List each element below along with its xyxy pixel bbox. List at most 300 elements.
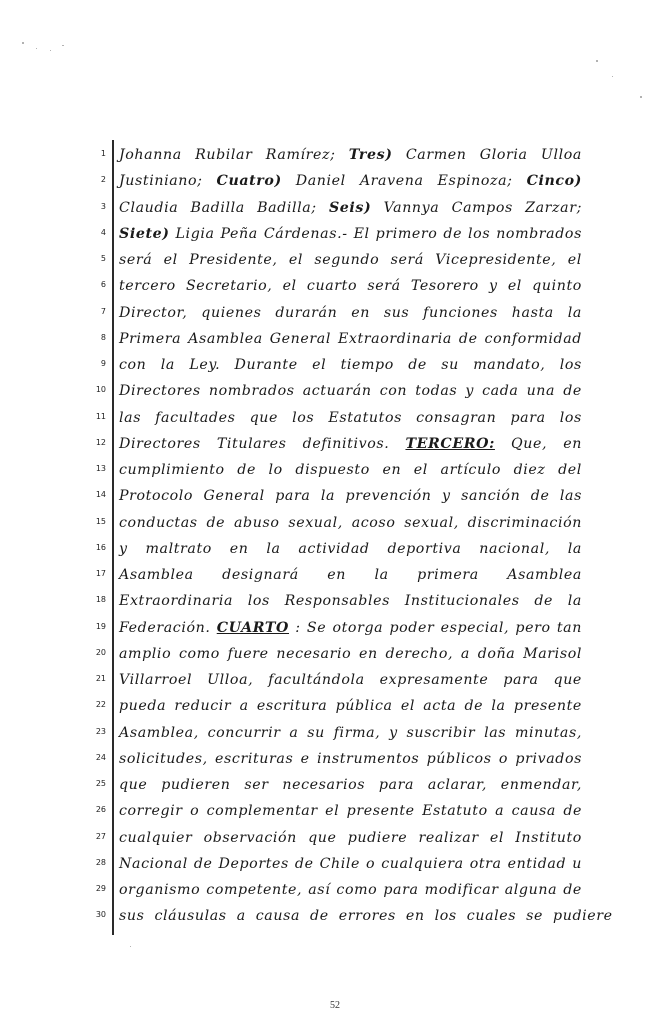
word: los	[559, 357, 582, 373]
scan-speck	[640, 96, 642, 98]
word: Ulloa,	[207, 672, 254, 688]
text-line	[119, 776, 582, 794]
text-line	[119, 409, 582, 427]
word: será	[119, 252, 153, 268]
line-number: 13	[95, 464, 106, 473]
word: de	[206, 514, 226, 531]
word: para	[378, 777, 415, 793]
line-number: 19	[95, 621, 106, 631]
word: el	[163, 252, 178, 268]
word: amplio	[119, 645, 172, 662]
word: las	[484, 724, 507, 741]
word: Vannya	[383, 199, 440, 216]
line-number: 20	[95, 647, 106, 657]
bold-label: Cinco)	[526, 173, 582, 190]
word: complementar	[206, 803, 318, 820]
word: ser	[244, 777, 269, 793]
line-number: 26	[95, 805, 106, 815]
line-number: 21	[95, 674, 106, 683]
line-number: 22	[95, 700, 106, 710]
text-line	[119, 146, 582, 164]
word: la	[374, 567, 389, 583]
word: su	[441, 357, 459, 373]
text-line	[119, 461, 582, 479]
word: los	[468, 225, 491, 242]
word: en	[359, 645, 378, 662]
word: que	[553, 672, 582, 688]
word: Institucionales	[404, 593, 520, 610]
word: escrituras	[215, 750, 294, 767]
word: de	[563, 383, 582, 400]
word: Badilla;	[257, 199, 317, 216]
word: de	[294, 855, 314, 872]
word: General	[269, 330, 331, 347]
line-number: 28	[95, 857, 106, 867]
word: el	[507, 278, 522, 295]
text-line	[119, 907, 613, 925]
word: funciones	[423, 304, 498, 321]
word: Extraordinaria	[119, 593, 234, 610]
word: la	[567, 304, 582, 321]
word: expresamente	[379, 672, 489, 688]
text-line	[119, 540, 582, 558]
word: que	[249, 409, 278, 426]
word: a	[239, 698, 249, 715]
text-line	[119, 619, 582, 637]
word: Gloria	[479, 147, 528, 163]
word: alguna	[504, 882, 558, 898]
line-number: 9	[100, 359, 106, 368]
word: Marisol	[523, 645, 582, 662]
word: Ligia	[175, 225, 215, 242]
word: Deportes	[218, 855, 289, 872]
word: a	[289, 724, 299, 741]
word: Rubilar	[195, 147, 253, 163]
line-number: 8	[100, 332, 106, 342]
word: para	[275, 488, 311, 505]
word: o	[498, 750, 509, 767]
line-number: 1	[100, 149, 106, 158]
word: de	[443, 225, 463, 242]
text-line	[119, 199, 582, 217]
word: :	[295, 619, 301, 636]
word: instrumentos	[317, 750, 420, 767]
word: escritura	[256, 698, 328, 715]
word: la	[567, 540, 582, 557]
text-line	[119, 724, 582, 742]
word: presente	[346, 803, 415, 820]
word: la	[320, 488, 336, 505]
word: se	[526, 908, 544, 925]
word: causa	[255, 908, 301, 925]
word: maltrato	[145, 540, 212, 557]
word: Espinoza;	[437, 173, 513, 190]
word: observación	[203, 829, 297, 846]
word: será	[390, 252, 424, 268]
word: Ulloa	[540, 147, 582, 163]
word: con	[379, 383, 408, 400]
text-line	[119, 487, 582, 505]
text-line	[119, 356, 582, 374]
word: pueda	[119, 698, 167, 715]
word: los	[247, 593, 270, 610]
word: durarán	[275, 304, 338, 321]
text-line	[119, 566, 582, 584]
word: y	[441, 488, 451, 505]
word: Directores	[119, 435, 201, 452]
word: Primera	[119, 330, 182, 347]
word: Responsables	[284, 593, 390, 610]
line-number: 24	[95, 752, 106, 762]
line-number: 5	[100, 254, 106, 263]
word: definitivos.	[302, 435, 390, 452]
word: su	[307, 724, 325, 741]
word: primera	[417, 567, 479, 583]
word: Nacional	[119, 855, 188, 872]
word: necesarios	[282, 777, 366, 793]
text-line	[119, 855, 582, 873]
word: designará	[222, 567, 299, 583]
word: privados	[515, 750, 582, 767]
word: Claudia	[119, 199, 179, 216]
word: Asamblea	[119, 567, 194, 583]
word: discriminación	[467, 514, 582, 531]
line-number: 27	[95, 831, 106, 841]
line-number: 6	[100, 280, 106, 290]
word: el	[288, 252, 304, 268]
word: cuarto	[306, 278, 358, 295]
word: con	[119, 357, 147, 373]
line-number: 16	[95, 542, 106, 552]
word: cuales	[466, 908, 517, 925]
line-number: 14	[95, 490, 106, 500]
word: hasta	[511, 304, 554, 321]
word: la	[491, 698, 506, 715]
word: Zarzar;	[525, 199, 582, 216]
word: sanción	[461, 488, 521, 505]
word: de	[530, 488, 550, 505]
word: quienes	[201, 304, 262, 321]
word: será	[367, 278, 401, 295]
scan-speck	[612, 76, 613, 77]
word: a	[460, 645, 470, 662]
word: que	[308, 829, 337, 846]
word: sus	[119, 908, 145, 925]
word: para	[503, 672, 539, 688]
word: Asamblea,	[119, 724, 199, 741]
word: tan	[556, 619, 582, 636]
word: realizar	[418, 829, 479, 846]
word: quinto	[532, 278, 582, 295]
word: nacional,	[479, 540, 550, 557]
bold-label: Tres)	[348, 147, 393, 163]
word: artículo	[440, 462, 501, 478]
word: Estatutos	[328, 409, 402, 426]
text-line	[119, 330, 582, 348]
scan-speck	[22, 42, 24, 44]
word: las	[119, 409, 142, 426]
word: acta	[423, 698, 457, 715]
word: Tesorero	[410, 278, 479, 295]
word: tercero	[119, 278, 176, 295]
word: cumplimiento	[119, 462, 225, 478]
word: cláusulas	[154, 908, 227, 925]
word: minutas,	[514, 724, 582, 741]
text-line	[119, 514, 582, 532]
line-number: 11	[95, 411, 106, 421]
word: fuere	[227, 645, 269, 662]
word: públicos	[426, 750, 492, 767]
line-number: 17	[95, 569, 106, 578]
word: de	[563, 803, 582, 820]
word: de	[563, 882, 582, 898]
word: el	[312, 357, 327, 373]
word: las	[559, 488, 582, 505]
word: necesario	[276, 645, 352, 662]
text-line	[119, 645, 582, 663]
word: nombrados	[208, 383, 295, 400]
word: sexual,	[404, 514, 459, 531]
line-number: 23	[95, 726, 106, 736]
word: Justiniano;	[119, 173, 203, 190]
line-number: 2	[100, 175, 106, 185]
word: Protocolo	[119, 488, 194, 505]
scan-speck	[50, 50, 51, 51]
word: Johanna	[119, 147, 182, 163]
word: o	[190, 803, 200, 820]
word: tiempo	[340, 357, 394, 373]
text-line	[119, 802, 582, 820]
scan-speck	[62, 45, 64, 46]
word: Instituto	[515, 829, 582, 846]
word: el	[400, 698, 415, 715]
word: como	[178, 645, 220, 662]
word: Vicepresidente,	[435, 252, 557, 268]
word: el	[567, 252, 582, 268]
word: El	[353, 225, 370, 242]
text-line	[119, 225, 582, 243]
word: a	[495, 803, 505, 820]
word: cada	[482, 383, 519, 400]
word: Aravena	[359, 173, 424, 190]
word: Director,	[119, 304, 188, 321]
line-number: 29	[95, 884, 106, 893]
word: para	[510, 409, 546, 426]
word: pudiere	[347, 829, 408, 846]
word: derecho,	[385, 645, 454, 662]
word: en	[563, 435, 582, 452]
section-heading: CUARTO	[216, 619, 290, 636]
line-number: 15	[95, 516, 106, 526]
word: aclarar,	[427, 777, 488, 793]
line-number: 30	[95, 910, 106, 920]
line-number: 12	[95, 437, 106, 447]
word: en	[351, 304, 370, 321]
line-number: 4	[100, 227, 106, 237]
word: los	[434, 908, 457, 925]
word: Titulares	[216, 435, 287, 452]
word: pública	[335, 698, 393, 715]
word: a	[236, 908, 246, 925]
word: de	[408, 357, 427, 373]
word: lo	[268, 462, 283, 478]
word: Asamblea	[188, 330, 263, 347]
word: Estatuto	[422, 803, 488, 820]
word: organismo	[119, 882, 201, 898]
word: Federación.	[119, 619, 211, 636]
word: como	[336, 882, 378, 898]
word: enmendar,	[500, 777, 582, 793]
word: mandato,	[473, 357, 546, 373]
word: una	[526, 383, 556, 400]
word: cualquier	[119, 829, 193, 846]
word: doña	[477, 645, 516, 662]
word: entidad	[507, 855, 567, 872]
word: la	[160, 357, 175, 373]
word: Extraordinaria	[337, 330, 452, 347]
word: Cárdenas.-	[263, 225, 348, 242]
word: dispuesto	[295, 462, 370, 478]
line-number: 3	[100, 201, 106, 211]
word: de	[193, 855, 213, 872]
word: suscribir	[406, 724, 476, 741]
word: de	[237, 462, 256, 478]
word: solicitudes,	[119, 750, 208, 767]
word: Durante	[234, 357, 298, 373]
page-number: 52	[330, 1000, 340, 1011]
word: firma,	[333, 724, 381, 741]
word: otra	[469, 855, 502, 872]
word: Peña	[220, 225, 258, 242]
word: en	[405, 908, 425, 925]
word: conformidad	[484, 330, 582, 347]
word: sus	[383, 304, 410, 321]
word: los	[559, 409, 582, 426]
word: poder	[389, 619, 435, 636]
word: presente	[513, 698, 582, 715]
word: consagran	[416, 409, 497, 426]
word: en	[327, 567, 346, 583]
section-heading: TERCERO:	[405, 435, 495, 452]
word: corregir	[119, 803, 183, 820]
word: para	[383, 882, 419, 898]
word: de	[458, 330, 478, 347]
word: la	[266, 540, 281, 557]
text-line	[119, 251, 582, 269]
word: Secretario,	[185, 278, 273, 295]
text-line	[119, 697, 582, 715]
word: Carmen	[405, 147, 467, 163]
word: actividad	[298, 540, 370, 557]
word: nombrados	[496, 225, 582, 242]
word: Asamblea	[507, 567, 582, 583]
word: del	[558, 462, 582, 478]
word: y	[389, 724, 398, 741]
word: Campos	[451, 199, 513, 216]
word: de	[464, 698, 484, 715]
text-line	[119, 750, 582, 768]
line-number: 18	[95, 595, 106, 605]
word: el	[489, 829, 505, 846]
word: competente,	[206, 882, 303, 898]
word: pero	[515, 619, 551, 636]
word: modificar	[424, 882, 499, 898]
scan-speck	[596, 60, 598, 62]
word: sexual,	[288, 514, 343, 531]
bold-label: Siete)	[119, 225, 170, 242]
line-number: 25	[95, 779, 106, 788]
word: segundo	[314, 252, 380, 268]
word: Daniel	[295, 173, 346, 190]
line-number: 7	[100, 306, 106, 316]
word: o	[366, 855, 376, 872]
text-line	[119, 592, 582, 610]
word: que	[119, 777, 148, 793]
bold-label: Seis)	[328, 199, 372, 216]
word: pudieren	[161, 777, 231, 793]
word: deportiva	[387, 540, 462, 557]
word: Ley.	[189, 357, 221, 373]
word: Que,	[511, 435, 548, 452]
word: actuarán	[302, 383, 372, 400]
word: y	[488, 278, 498, 295]
word: facultándola	[268, 672, 365, 688]
word: de	[310, 908, 329, 925]
text-line	[119, 172, 582, 190]
word: General	[203, 488, 265, 505]
word: prevención	[345, 488, 432, 505]
word: el	[325, 803, 340, 820]
word: en	[382, 462, 402, 478]
word: y	[465, 383, 475, 400]
word: e	[300, 750, 310, 767]
text-line	[119, 277, 582, 295]
text-line	[119, 829, 582, 847]
word: de	[534, 593, 554, 610]
text-line	[119, 881, 582, 899]
word: u	[572, 855, 582, 872]
word: Chile	[319, 855, 361, 872]
word: acoso	[351, 514, 396, 531]
word: el	[413, 462, 428, 478]
word: Badilla	[190, 199, 245, 216]
word: y	[119, 540, 128, 557]
word: Directores	[119, 383, 201, 400]
word: reducir	[174, 698, 232, 715]
word: facultades	[155, 409, 236, 426]
text-line	[119, 671, 582, 689]
word: el	[282, 278, 297, 295]
word: Villarroel	[119, 672, 193, 688]
word: especial,	[440, 619, 510, 636]
word: errores	[338, 908, 396, 925]
word: Ramírez;	[265, 147, 336, 163]
word: pudiere	[553, 908, 613, 925]
word: causa	[511, 803, 556, 820]
margin-rule	[112, 140, 114, 935]
line-number: 10	[95, 385, 106, 395]
word: abuso	[233, 514, 280, 531]
word: así	[308, 882, 331, 898]
scan-speck	[130, 946, 131, 947]
word: conductas	[119, 514, 198, 531]
word: todas	[415, 383, 458, 400]
word: otorga	[332, 619, 384, 636]
word: primero	[375, 225, 438, 242]
word: en	[229, 540, 249, 557]
text-line	[119, 435, 582, 453]
word: Se	[306, 619, 327, 636]
